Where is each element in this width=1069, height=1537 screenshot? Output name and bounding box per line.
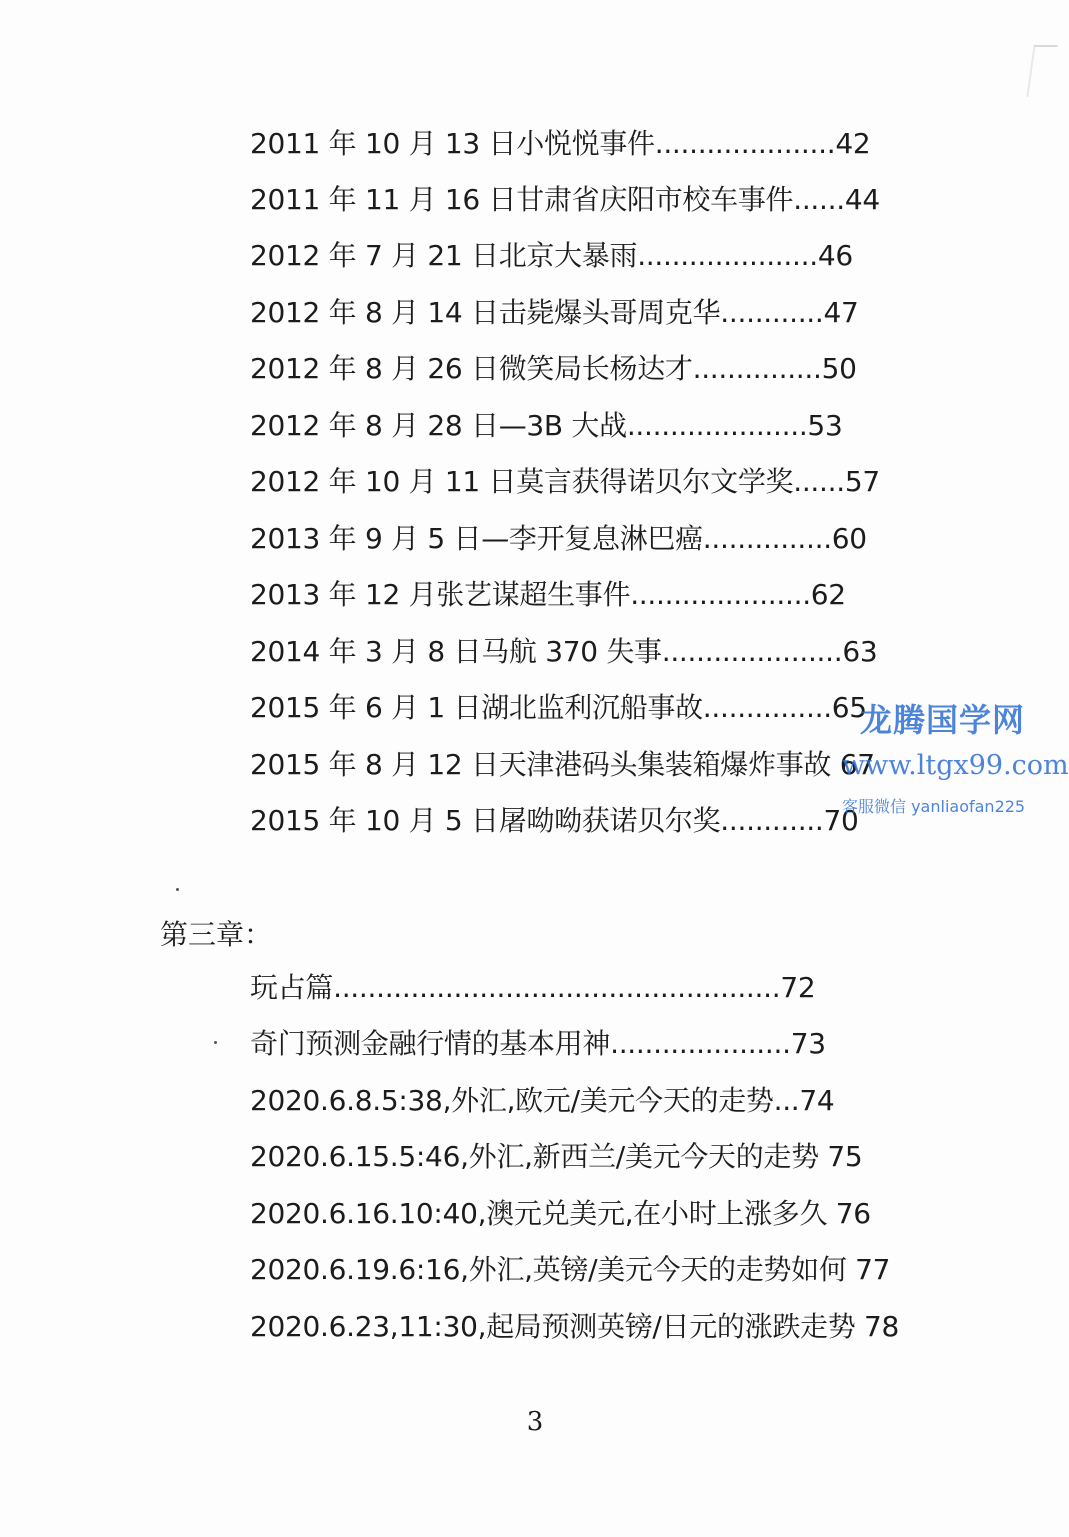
page-number: 3: [526, 1407, 544, 1437]
chapter-heading: 第三章：: [160, 918, 273, 951]
chapter-entry: 玩占篇....................................................72: [250, 971, 816, 1004]
toc-entry: 2012 年 7 月 21 日北京大暴雨.....................46: [250, 239, 853, 272]
toc-entry: 2011 年 10 月 13 日小悦悦事件.....................42: [250, 127, 871, 160]
chapter-entry: 2020.6.8.5:38,外汇,欧元/美元今天的走势...74: [250, 1084, 835, 1117]
watermark-contact: 客服微信 yanliaofan225: [842, 797, 1026, 816]
toc-entry: 2015 年 10 月 5 日屠呦呦获诺贝尔奖............70: [250, 804, 859, 837]
toc-entry: 2012 年 8 月 14 日击毙爆头哥周克华............47: [250, 296, 859, 329]
chapter-entry: 奇门预测金融行情的基本用神.....................73: [250, 1027, 826, 1060]
chapter-entry: 2020.6.16.10:40,澳元兑美元,在小时上涨多久 76: [250, 1197, 871, 1230]
toc-entry: 2015 年 8 月 12 日天津港码头集装箱爆炸事故 67: [250, 748, 875, 781]
toc-entry: 2011 年 11 月 16 日甘肃省庆阳市校车事件......44: [250, 183, 880, 216]
watermark-title: 龙腾国学网: [860, 701, 1026, 739]
toc-entry: 2014 年 3 月 8 日马航 370 失事.....................63: [250, 635, 878, 668]
scan-speck: [176, 888, 179, 891]
toc-entry: 2015 年 6 月 1 日湖北监利沉船事故...............65: [250, 691, 867, 724]
toc-entry: 2012 年 10 月 11 日莫言获得诺贝尔文学奖......57: [250, 465, 880, 498]
chapter-entry: 2020.6.23,11:30,起局预测英镑/日元的涨跌走势 78: [250, 1310, 900, 1343]
toc-entry: 2013 年 9 月 5 日—李开复息淋巴癌...............60: [250, 522, 867, 555]
scan-speck: [214, 1041, 217, 1044]
watermark-url: www.ltgx99.com: [842, 750, 1069, 781]
chapter-entry: 2020.6.15.5:46,外汇,新西兰/美元今天的走势 75: [250, 1140, 863, 1173]
chapter-entry: 2020.6.19.6:16,外汇,英镑/美元今天的走势如何 77: [250, 1253, 891, 1286]
toc-entry: 2013 年 12 月张艺谋超生事件.....................62: [250, 578, 846, 611]
toc-entry: 2012 年 8 月 26 日微笑局长杨达才...............50: [250, 352, 857, 385]
toc-entry: 2012 年 8 月 28 日—3B 大战.....................53: [250, 409, 843, 442]
scan-corner-mark: [1026, 45, 1057, 97]
